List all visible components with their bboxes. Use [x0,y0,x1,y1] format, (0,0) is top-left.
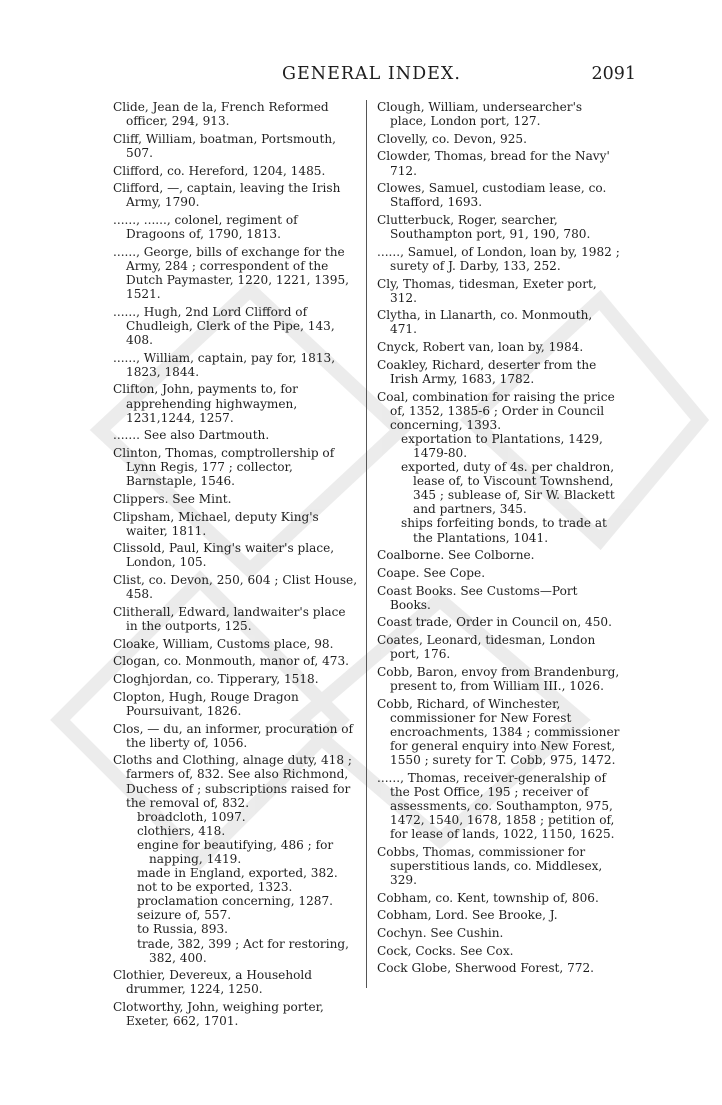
index-entry: Coast Books. See Customs—Port Books. [377,583,578,612]
index-entry: Clowes, Samuel, custodiam lease, co. Stafford, 1693. [377,181,607,210]
index-entry: Clifton, John, payments to, for apprehending highwaymen, 1231,1244, 1257. [113,382,298,425]
index-entry: Clutterbuck, Roger, searcher, Southampton port, 91, 190, 780. [377,213,591,242]
index-entry: Coast trade, Order in Council on, 450. [377,615,612,630]
index-entry: Clide, Jean de la, French Reformed officer, 294, 913. [113,100,329,129]
index-entry: Clopton, Hugh, Rouge Dragon Poursuivant, 1826. [113,689,299,718]
index-entry: Cochyn. See Cushin. [377,926,504,941]
index-entry: Clough, William, undersearcher's place, London port, 127. [377,100,583,129]
index-entry: Cnyck, Robert van, loan by, 1984. [377,340,584,355]
index-entry: Cock, Cocks. See Cox. [377,943,514,958]
index-entry: ......, ......, colonel, regiment of Dragoons of, 1790, 1813. [113,213,298,242]
index-entry: ......, Hugh, 2nd Lord Clifford of Chudleigh, Clerk of the Pipe, 143, 408. [113,304,335,347]
index-entry: Clogan, co. Monmouth, manor of, 473. [113,654,350,669]
index-entry: Clist, co. Devon, 250, 604 ; Clist House, 458. [113,573,358,602]
index-subentry: clothiers, 418. [137,823,226,838]
index-entry: Cobb, Richard, of Winchester, commissioner for New Forest encroachments, 1384 ; commissioner for general enquiry into New Forest, 1550 ; surety for T. Cobb, 975, 1472. [377,696,620,768]
index-entry: Coape. See Cope. [377,565,486,580]
index-entry: Cobbs, Thomas, commissioner for superstitious lands, co. Middlesex, 329. [377,844,603,887]
index-entry: Clos, — du, an informer, procuration of the liberty of, 1056. [113,721,354,750]
index-entry: Cloghjordan, co. Tipperary, 1518. [113,672,319,687]
index-entry: Cobb, Baron, envoy from Brandenburg, present to, from William III., 1026. [377,664,620,693]
index-entry: ....... See also Dartmouth. [113,428,270,443]
index-entry: Cloake, William, Customs place, 98. [113,636,334,651]
column-divider [366,100,367,988]
page-header [110,64,636,94]
index-entry: ......, William, captain, pay for, 1813, 1823, 1844. [113,350,336,379]
index-entry: Coalborne. See Colborne. [377,548,535,563]
index-entry-coal: Coal, combination for raising the price of, 1352, 1385-6 ; Order in Council concerning, 1393. [377,389,615,432]
index-entry: Clinton, Thomas, comptrollership of Lynn Regis, 177 ; collector, Barnstaple, 1546. [113,446,335,489]
right-column [377,100,622,979]
index-subentry: to Russia, 893. [137,922,228,937]
index-entry: Clotworthy, John, weighing porter, Exeter, 662, 1701. [113,1000,324,1029]
index-entry-cloths: Cloths and Clothing, alnage duty, 418 ; farmers of, 832. See also Richmond, Duchess of ; subscriptions raised for the removal of, 832. [113,753,352,810]
index-entry: Cobham, Lord. See Brooke, J. [377,908,558,923]
index-entry: ......, Samuel, of London, loan by, 1982 ; surety of J. Darby, 133, 252. [377,244,620,273]
index-subentry: seizure of, 557. [137,908,232,923]
index-subentry: exported, duty of 4s. per chaldron, lease of, to Viscount Townshend, 345 ; sublease of, Sir W. Blackett and partners, 345. [401,460,615,517]
index-entry: Clothier, Devereux, a Household drummer, 1224, 1250. [113,968,313,997]
index-subentry: not to be exported, 1323. [137,880,293,895]
index-subentry: proclamation concerning, 1287. [137,894,334,909]
index-entry: Clytha, in Llanarth, co. Monmouth, 471. [377,308,593,337]
left-column [113,100,358,1032]
index-entry: ......, George, bills of exchange for the Army, 284 ; correspondent of the Dutch Paymaster, 1220, 1221, 1395, 1521. [113,244,349,302]
index-entry: Cliff, William, boatman, Portsmouth, 507. [113,131,336,160]
index-entry: Coakley, Richard, deserter from the Irish Army, 1683, 1782. [377,357,597,386]
index-entry: Clifford, —, captain, leaving the Irish Army, 1790. [113,181,341,210]
index-subentry: trade, 382, 399 ; Act for restoring, 382, 400. [137,936,349,965]
index-subentry: broadcloth, 1097. [137,809,246,824]
index-subentry: exportation to Plantations, 1429, 1479-80. [401,431,603,460]
index-subentry: ships forfeiting bonds, to trade at the Plantations, 1041. [401,516,607,545]
index-entry: Cock Globe, Sherwood Forest, 772. [377,961,595,976]
index-entry: Clovelly, co. Devon, 925. [377,131,527,146]
index-entry: Cobham, co. Kent, township of, 806. [377,890,599,905]
index-entry: Clipsham, Michael, deputy King's waiter, 1811. [113,509,319,538]
index-entry: Coates, Leonard, tidesman, London port, 176. [377,633,596,662]
index-entry: Clissold, Paul, King's waiter's place, London, 105. [113,541,335,570]
page-title: GENERAL INDEX. [282,64,461,84]
index-subentry: made in England, exported, 382. [137,866,338,881]
index-subentry: engine for beautifying, 486 ; for napping, 1419. [137,837,334,866]
index-entry: ......, Thomas, receiver-generalship of the Post Office, 195 ; receiver of assessments, co. Southampton, 975, 1472, 1540, 1678, 1858 ; petition of, for lease of lands, 1022, 1150, 1625. [377,770,615,842]
page-number: 2091 [591,64,636,84]
index-entry: Clitherall, Edward, landwaiter's place in the outports, 125. [113,604,346,633]
index-entry: Cly, Thomas, tidesman, Exeter port, 312. [377,276,597,305]
index-entry: Clowder, Thomas, bread for the Navy' 712. [377,149,610,178]
index-entry: Clippers. See Mint. [113,491,232,506]
index-entry: Clifford, co. Hereford, 1204, 1485. [113,163,326,178]
